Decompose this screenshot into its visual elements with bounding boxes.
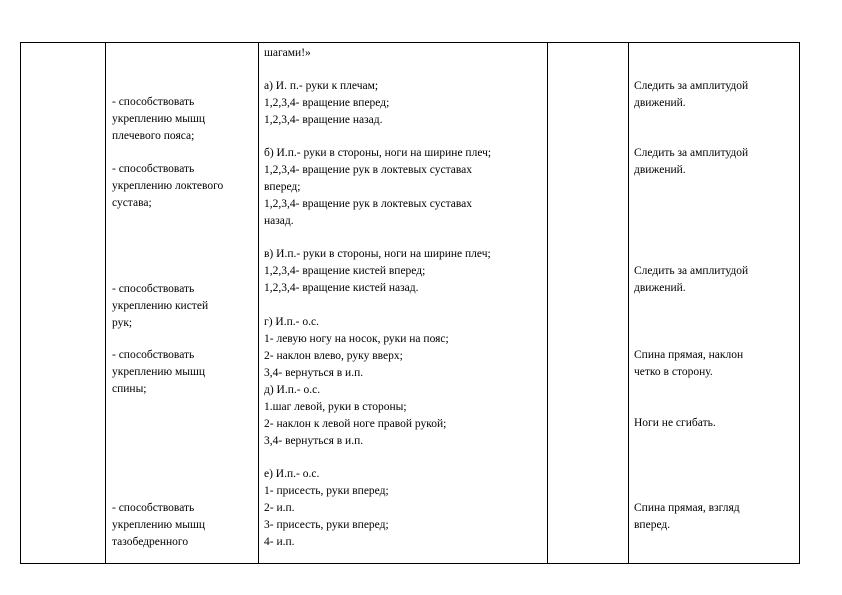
- note-text-line: четко в сторону.: [634, 366, 713, 378]
- goals-column: [106, 43, 258, 563]
- note-text-line: движений.: [634, 282, 686, 294]
- goal-text-line: рук;: [112, 317, 133, 329]
- exercise-text-line: 2- наклон к левой ноге правой рукой;: [264, 418, 447, 430]
- note-text-line: Следить за амплитудой: [634, 265, 749, 277]
- exercise-text-line: 1- левую ногу на носок, руки на пояс;: [264, 333, 449, 345]
- exercise-text-line: 1,2,3,4- вращение кистей вперед;: [264, 265, 426, 277]
- goal-text-line: укреплению мышц: [112, 519, 205, 531]
- goal-text-line: - способствовать: [112, 349, 195, 361]
- exercise-text-line: 1,2,3,4- вращение рук в локтевых суставах: [264, 198, 473, 210]
- goal-text-line: сустава;: [112, 197, 152, 209]
- goal-text-line: - способствовать: [112, 163, 195, 175]
- exercise-text-line: 1.шаг левой, руки в стороны;: [264, 401, 407, 413]
- exercise-text-line: 1- присесть, руки вперед;: [264, 485, 389, 497]
- exercise-text-line: г) И.п.- о.с.: [264, 316, 319, 328]
- exercise-text-line: шагами!»: [264, 47, 311, 59]
- exercise-text-line: 2- и.п.: [264, 502, 295, 514]
- exercise-text-line: б) И.п.- руки в стороны, ноги на ширине плеч;: [264, 147, 492, 159]
- empty-column-4: [548, 43, 628, 563]
- exercise-text-line: е) И.п.- о.с.: [264, 468, 320, 480]
- note-text-line: Ноги не сгибать.: [634, 417, 716, 429]
- goal-text-line: - способствовать: [112, 96, 195, 108]
- exercise-text-line: 1,2,3,4- вращение рук в локтевых суставах: [264, 164, 473, 176]
- goal-text-line: укреплению кистей: [112, 300, 209, 312]
- note-text-line: Следить за амплитудой: [634, 147, 749, 159]
- goal-text-line: плечевого пояса;: [112, 130, 195, 142]
- exercise-text-line: 3,4- вернуться в и.п.: [264, 435, 364, 447]
- exercise-text-line: 1,2,3,4- вращение вперед;: [264, 97, 390, 109]
- exercise-table: [20, 42, 800, 564]
- exercise-text-line: 1,2,3,4- вращение кистей назад.: [264, 282, 419, 294]
- exercise-text-line: 4- и.п.: [264, 536, 295, 548]
- goal-text-line: - способствовать: [112, 502, 195, 514]
- exercise-text-line: 3- присесть, руки вперед;: [264, 519, 389, 531]
- note-text-line: вперед.: [634, 519, 671, 531]
- goal-text-line: тазобедренного: [112, 536, 189, 548]
- goal-text-line: укреплению локтевого: [112, 180, 224, 192]
- goal-text-line: - способствовать: [112, 283, 195, 295]
- exercise-text-line: назад.: [264, 215, 294, 227]
- note-text-line: движений.: [634, 97, 686, 109]
- note-text-line: Спина прямая, взгляд: [634, 502, 740, 514]
- exercise-text-line: а) И. п.- руки к плечам;: [264, 80, 379, 92]
- exercise-text-line: 3,4- вернуться в и.п.: [264, 367, 364, 379]
- exercises-column: [259, 43, 547, 563]
- note-text-line: движений.: [634, 164, 686, 176]
- exercise-text-line: 1,2,3,4- вращение назад.: [264, 114, 383, 126]
- exercise-text-line: в) И.п.- руки в стороны, ноги на ширине плеч;: [264, 248, 491, 260]
- goal-text-line: укреплению мышц: [112, 366, 205, 378]
- goal-text-line: спины;: [112, 383, 147, 395]
- notes-column: [629, 43, 799, 563]
- empty-column-1: [21, 43, 105, 563]
- exercise-text-line: д) И.п.- о.с.: [264, 384, 321, 396]
- note-text-line: Спина прямая, наклон: [634, 349, 744, 361]
- exercise-text-line: 2- наклон влево, руку вверх;: [264, 350, 403, 362]
- note-text-line: Следить за амплитудой: [634, 80, 749, 92]
- goal-text-line: укреплению мышц: [112, 113, 205, 125]
- exercise-text-line: вперед;: [264, 181, 301, 193]
